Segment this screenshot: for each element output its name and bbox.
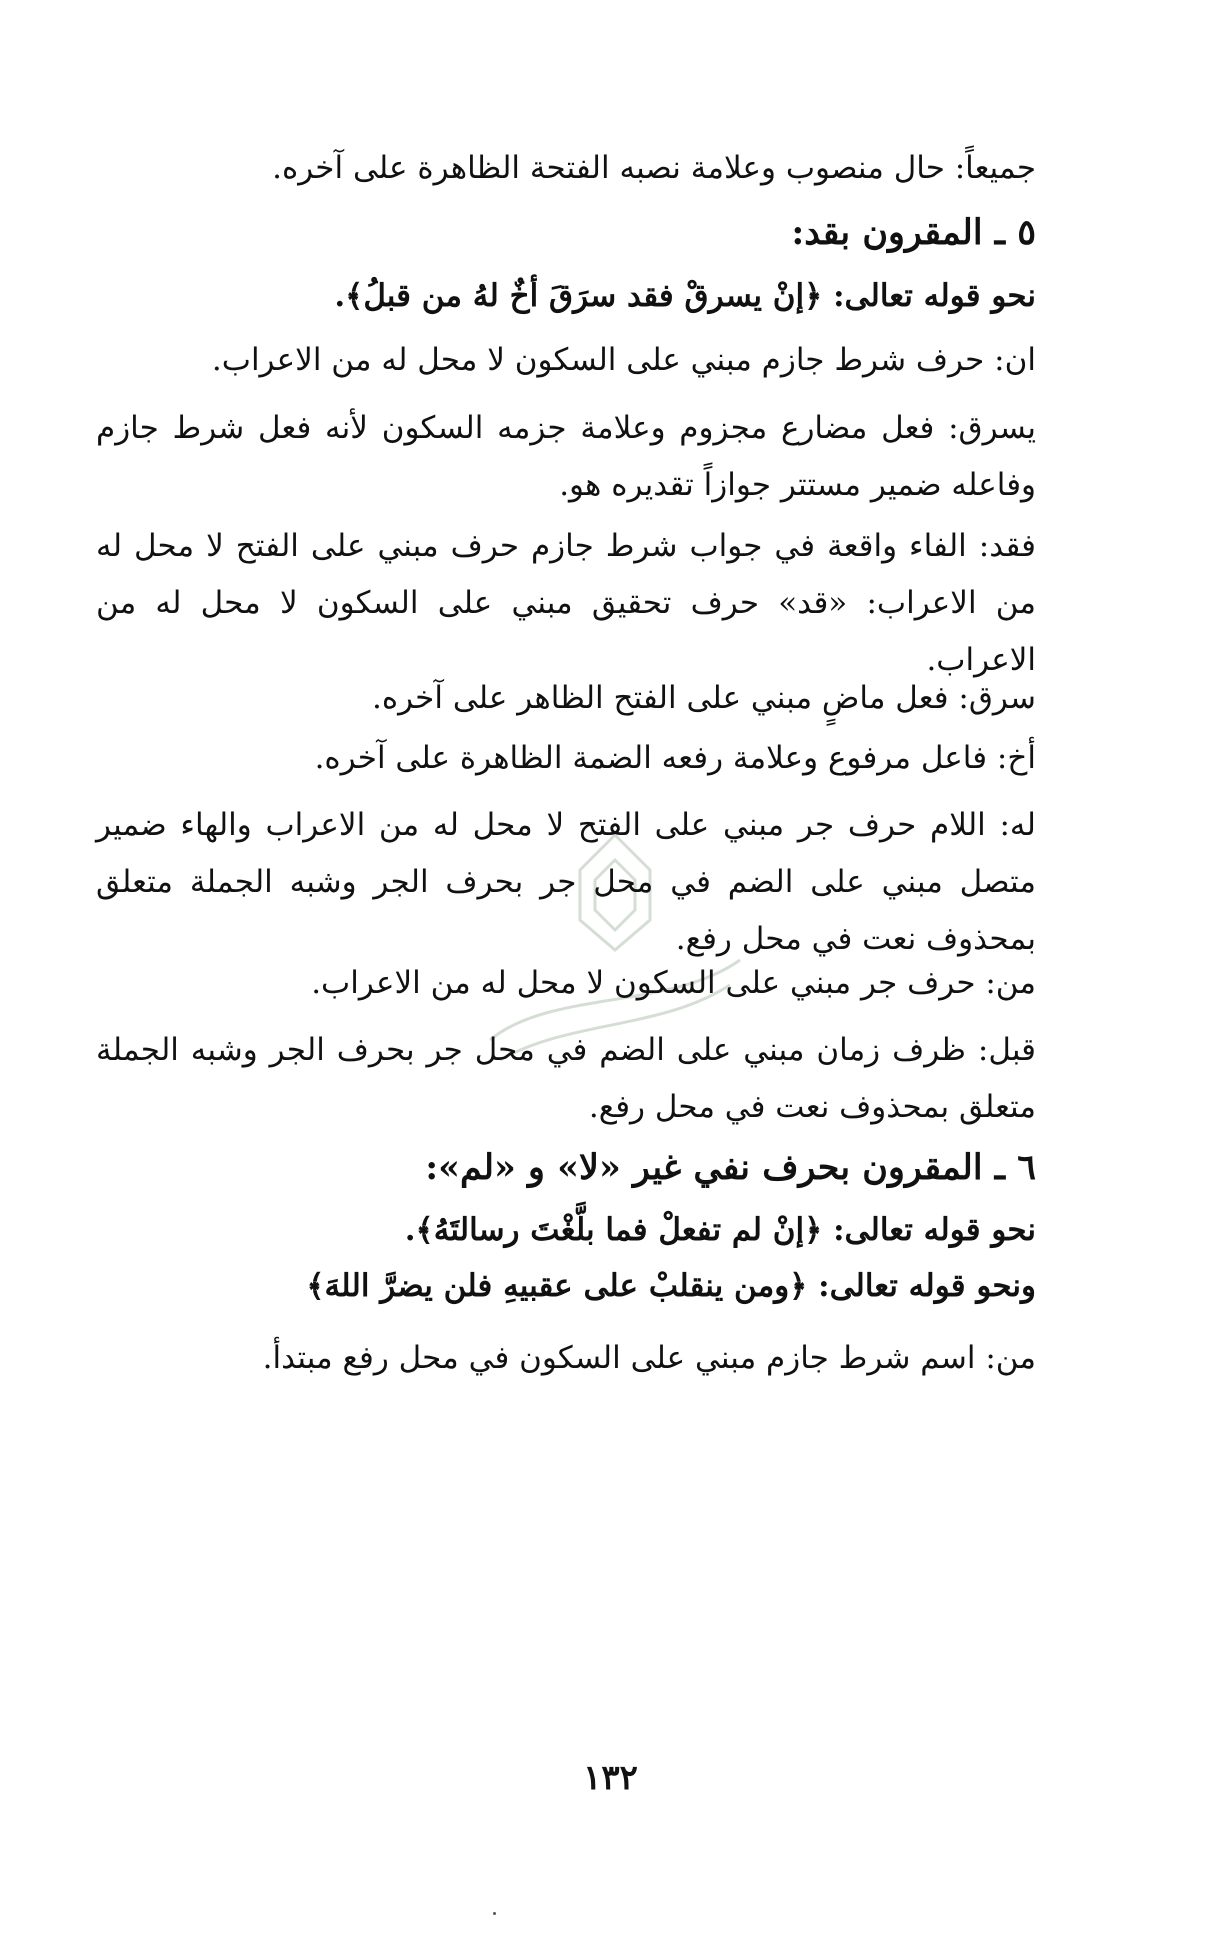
parse-lahu: له: اللام حرف جر مبني على الفتح لا محل له من الاعراب والهاء ضمير متصل مبني على الضم في محل جر بحرف الجر وشبه الجملة متعلق بمحذوف نعت في محل رفع. — [96, 807, 1036, 957]
parse-yasriq: يسرق: فعل مضارع مجزوم وعلامة جزمه السكون لأنه فعل شرط جازم وفاعله ضمير مستتر جوازاً تقديره هو. — [96, 410, 1036, 503]
parse-qabl: قبل: ظرف زمان مبني على الضم في محل جر بحرف الجر وشبه الجملة متعلق بمحذوف نعت في محل رفع. — [96, 1032, 1036, 1125]
parse-faqad: فقد: الفاء واقعة في جواب شرط جازم حرف مبني على الفتح لا محل له من الاعراب: «قد» حرف تحقيق مبني على السكون لا محل له من الاعراب. — [96, 528, 1036, 678]
quran-example-6b: ونحو قوله تعالى: ﴿ومن ينقلبْ على عقبيهِ فلن يضرَّ اللهَ﴾ — [306, 1268, 1036, 1304]
text-line-jamian: جميعاً: حال منصوب وعلامة نصبه الفتحة الظاهرة على آخره. — [272, 150, 1036, 186]
parse-akh: أخ: فاعل مرفوع وعلامة رفعه الضمة الظاهرة على آخره. — [314, 740, 1036, 776]
parse-min: من: حرف جر مبني على السكون لا محل له من الاعراب. — [311, 965, 1036, 1001]
parse-saraqa: سرق: فعل ماضٍ مبني على الفتح الظاهر على آخره. — [371, 680, 1036, 716]
quran-example-6a: نحو قوله تعالى: ﴿إنْ لم تفعلْ فما بلَّغْتَ رسالتَهُ﴾. — [404, 1212, 1036, 1248]
section-heading-5: ٥ ـ المقرون بقد: — [791, 212, 1036, 253]
parse-in: ان: حرف شرط جازم مبني على السكون لا محل له من الاعراب. — [211, 342, 1036, 378]
section-heading-6: ٦ ـ المقرون بحرف نفي غير «لا» و «لم»: — [425, 1147, 1036, 1188]
parse-man: من: اسم شرط جازم مبني على السكون في محل رفع مبتدأ. — [262, 1340, 1036, 1376]
quran-example-5: نحو قوله تعالى: ﴿إنْ يسرقْ فقد سرَقَ أخٌ لهُ من قبلُ﴾. — [334, 278, 1036, 314]
page-number: ١٣٢ — [583, 1758, 638, 1798]
scan-speck — [493, 1912, 496, 1915]
